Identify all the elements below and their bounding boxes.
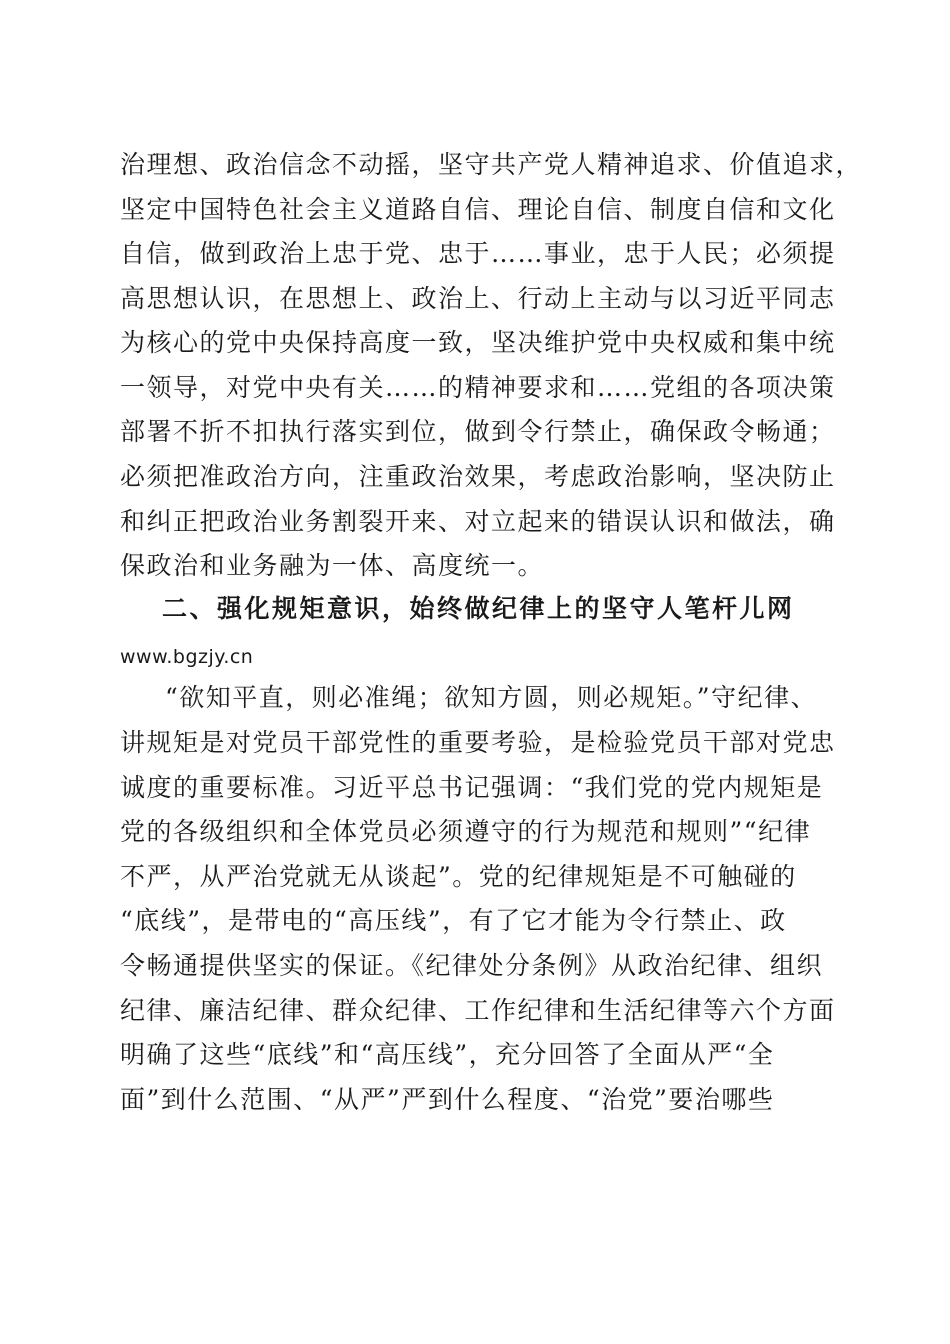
paragraph-line: 不严，从严治党就无从谈起”。党的纪律规矩是不可触碰的 — [120, 862, 797, 891]
paragraph-line: 面”到什么范围、“从严”严到什么程度、“治党”要治哪些 — [120, 1085, 775, 1114]
paragraph-line: “欲知平直，则必准绳；欲知方圆，则必规矩。”守纪律、 — [165, 683, 818, 712]
section-heading: 二、强化规矩意识，始终做纪律上的坚守人笔杆儿网 — [162, 594, 795, 623]
paragraph-line: 纪律、廉洁纪律、群众纪律、工作纪律和生活纪律等六个方面 — [120, 996, 836, 1025]
paragraph-line: 保政治和业务融为一体、高度统一。 — [120, 551, 545, 580]
paragraph-line: 诚度的重要标准。习近平总书记强调：“我们党的党内规矩是 — [120, 773, 824, 802]
paragraph-line: 讲规矩是对党员干部党性的重要考验，是检验党员干部对党忠 — [120, 728, 836, 757]
paragraph-line: 高思想认识，在思想上、政治上、行动上主动与以习近平同志 — [120, 284, 836, 313]
paragraph-line: 自信，做到政治上忠于党、忠于……事业，忠于人民；必须提 — [120, 239, 836, 268]
paragraph-line: 为核心的党中央保持高度一致，坚决维护党中央权威和集中统 — [120, 328, 836, 357]
site-url: www.bgzjy.cn — [120, 646, 254, 668]
paragraph-line: 坚定中国特色社会主义道路自信、理论自信、制度自信和文化 — [120, 195, 836, 224]
paragraph-line: 和纠正把政治业务割裂开来、对立起来的错误认识和做法，确 — [120, 507, 836, 536]
paragraph-line: 明确了这些“底线”和“高压线”，充分回答了全面从严“全 — [120, 1040, 775, 1069]
paragraph-line: 党的各级组织和全体党员必须遵守的行为规范和规则”“纪律 — [120, 817, 812, 846]
paragraph-line: 令畅通提供坚实的保证。《纪律处分条例》从政治纪律、组织 — [120, 951, 824, 980]
paragraph-line: 部署不折不扣执行落实到位，做到令行禁止，确保政令畅通； — [120, 417, 836, 446]
paragraph-line: 治理想、政治信念不动摇，坚守共产党人精神追求、价值追求， — [120, 150, 863, 179]
paragraph-line: 必须把准政治方向，注重政治效果，考虑政治影响，坚决防止 — [120, 462, 836, 491]
paragraph-line: 一领导，对党中央有关……的精神要求和……党组的各项决策 — [120, 373, 836, 402]
paragraph-line: “底线”，是带电的“高压线”，有了它才能为令行禁止、政 — [120, 906, 787, 935]
